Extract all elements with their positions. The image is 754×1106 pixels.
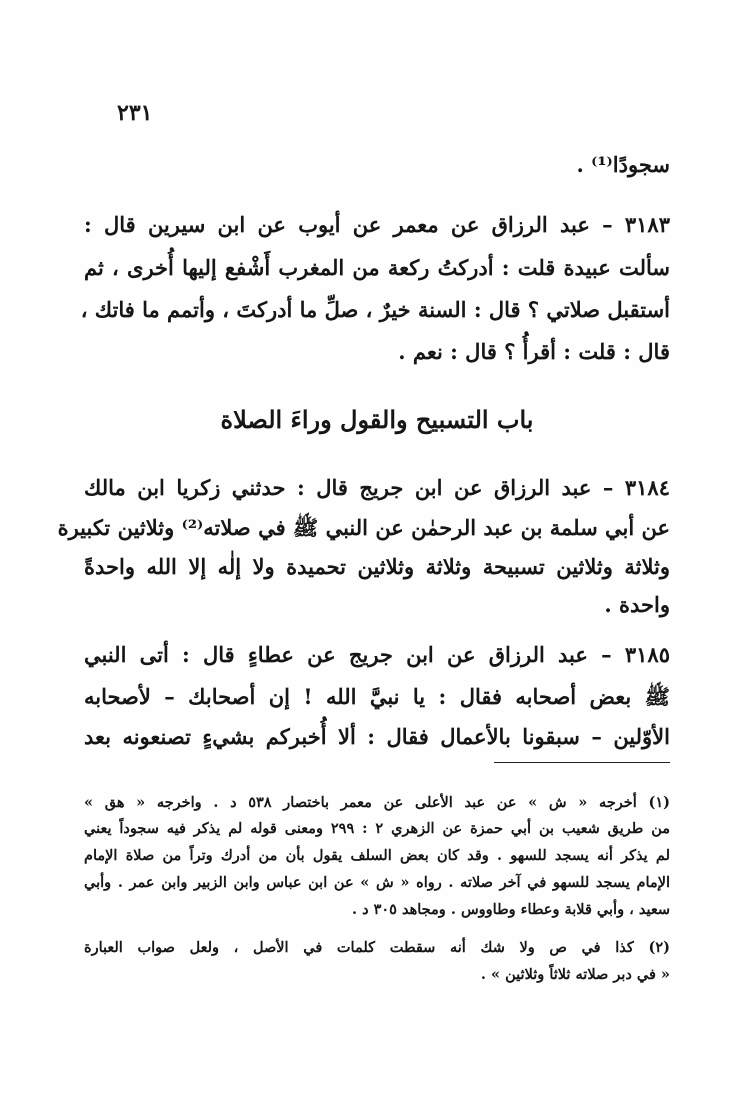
footnote-line: « في دبر صلاته ثلاثاً وثلاثين » . xyxy=(480,966,670,983)
hadith-line: أستقبل صلاتي ؟ قال : السنة خيرٌ ، صلِّ ما أدركتَ ، وأتمم ما فاتك ، xyxy=(80,297,670,322)
footnote-line: لم يذكر أنه يسجد للسهو . وقد كان بعض السلف يقول بأن من أدرك وتراً من صلاة الإمام xyxy=(84,847,670,864)
hadith-line: الأوّلين – سبقونا بالأعمال فقال : ألا أُخبركم بشيءٍ تصنعونه بعد xyxy=(84,724,670,749)
hadith-line: ٣١٨٥ – عبد الرزاق عن ابن جريج عن عطاءٍ قال : أتى النبي xyxy=(84,642,670,667)
hadith-line: وثلاثة وثلاثين تسبيحة وثلاثة وثلاثين تحميدة ولا إلٰه إلا الله واحدةً xyxy=(84,554,670,579)
hadith-line: عن أبي سلمة بن عبد الرحمٰن عن النبي ﷺ في صلاته⁽²⁾ وثلاثين تكبيرة xyxy=(57,515,670,540)
footnote-line: (٢) كذا في ص ولا شك أنه سقطت كلمات في الأصل ، ولعل صواب العبارة xyxy=(84,939,670,956)
continuation-line: سجودًا⁽¹⁾ . xyxy=(576,152,670,177)
footnote-line: الإمام يسجد للسهو في آخر صلاته . رواه « ش » عن ابن عباس وابن الزبير وابن عمر . وأبي xyxy=(84,874,670,891)
footnote-line: (١) أخرجه « ش » عن عبد الأعلى عن معمر باختصار ٥٣٨ د . واخرجه « هق » xyxy=(84,794,671,811)
footnote-line: من طريق شعيب بن أبي حمزة عن الزهري ٢ : ٢٩٩ ومعنى قوله لم يذكر فيه سجوداً يعني xyxy=(84,820,671,837)
hadith-line: ﷺ بعض أصحابه فقال : يا نبيَّ الله ! إن أصحابك – لأصحابه xyxy=(84,684,670,709)
hadith-line: ٣١٨٤ – عبد الرزاق عن ابن جريج قال : حدثني زكريا ابن مالك xyxy=(84,475,670,500)
hadith-line: قال : قلت : أقرأُ ؟ قال : نعم . xyxy=(398,339,670,364)
hadith-line: ٣١٨٣ – عبد الرزاق عن معمر عن أيوب عن ابن سيرين قال : xyxy=(84,212,670,237)
footnote-line: سعيد ، وأبي قلابة وعطاء وطاووس . ومجاهد ٣٠٥ د . xyxy=(351,901,670,918)
section-heading: باب التسبيح والقول وراءَ الصلاة xyxy=(220,405,534,434)
footnote-divider xyxy=(494,762,670,763)
hadith-line: سألت عبيدة قلت : أدركتُ ركعة من المغرب أَشْفع إليها أُخرى ، ثم xyxy=(84,255,670,280)
page-number: ٢٣١ xyxy=(117,100,153,126)
hadith-line: واحدة . xyxy=(604,592,670,617)
